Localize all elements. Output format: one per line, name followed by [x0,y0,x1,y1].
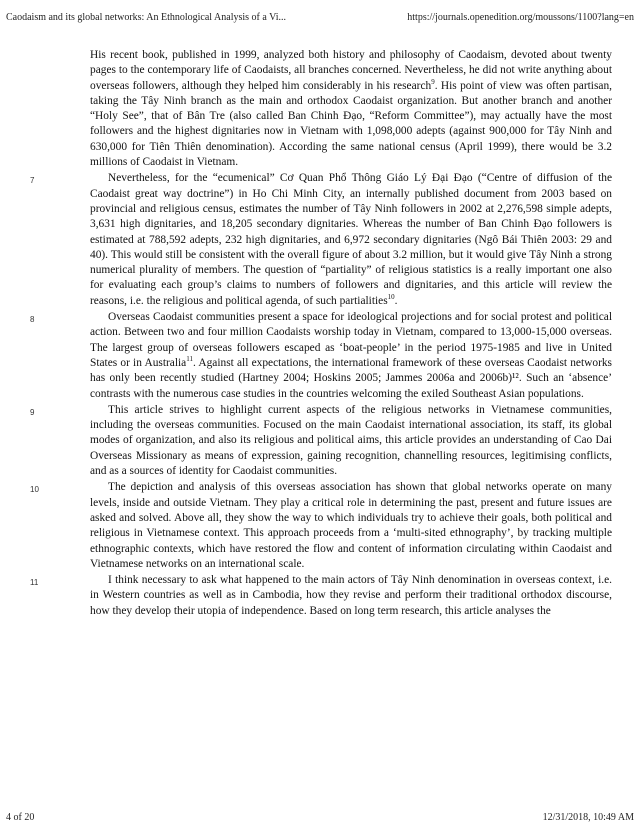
paragraph-tail: . [394,294,398,307]
paragraph-number: 11 [30,578,39,588]
paragraph-number: 7 [30,176,35,186]
footnote-ref[interactable]: 9 [431,77,435,86]
document-url[interactable]: https://journals.openedition.org/moussons/1100?lang=en [407,12,634,23]
paragraph-text: Overseas Caodaist communities present a space for ideological projections and for social protest and political action. Between two and four million Caodaists worship today in Vietnam, compared to 13,000-15,000 overseas. The largest group of overseas followers escaped as ‘boat-people’ in the period 1975-1985 and live in United States or in Australia [90,311,612,369]
paragraph-text: His recent book, published in 1999, analyzed both history and philosophy of Caodaism, devoted about twenty pages to the contemporary life of Caodaists, all branches concerned. Nevertheless, he did not write anything about overseas followers, although they helped him considerably in his research [90,49,612,92]
page-footer [6,812,634,823]
paragraph-continued [90,48,612,170]
paragraph-text: Nevertheless, for the “ecumenical” Cơ Quan Phổ Thông Giáo Lý Đại Đạo (“Centre of diffusion of the Caodaist great way doctrine”) in Ho Chi Minh City, an internally published document from 2003 based on provincial and religious census, estimates the number of Tây Ninh followers in 2002 at 2,276,598 simple adepts, 3,631 high dignitaries, and 18,205 secondary dignitaries. Whereas the number of Ban Chinh Đạo followers is estimated at 788,592 adepts, 232 high dignitaries, and 6,972 secondary dignitaries (Ngô Bái Thiên 2003: 29 and 40). This would still be consistent with the overall figure of about 3.2 million, but it would give Tây Ninh a strong numerical plurality of members. The question of “partiality” of religious statistics is a really important one also for evaluating each group’s claims to numbers of followers and dignitaries, and this article will review the reasons, i.e. the religious and political agenda, of such partialities [90,172,612,307]
paragraph-number: 10 [30,485,39,495]
paragraph-text: This article strives to highlight current aspects of the religious networks in Vietnamese communities, including the overseas communities. Focused on the main Caodaist international association, its staff, its global modes of organization, and also its religious and political aims, this article provides an understanding of Cao Dai Overseas Missionary as means of expression, gaining recognition, channelling resources, legitimising conflicts, and as a sources of identity for Caodaist communities. [90,403,612,478]
paragraph-8 [30,310,612,402]
document-title: Caodaism and its global networks: An Ethnological Analysis of a Vi... [6,12,287,23]
paragraph-tail: . His point of view was often partisan, taking the Tây Ninh branch as the main and orthodox Caodaist organization. But another branch and another “Holy See”, that of Bân Tre (also called Ban Chinh Đạo, “Reform Committee”), may actually have the most followers and the highest dignitaries now in Vietnam with 1,098,000 adepts (against 900,000 for Tây Ninh and 630,000 for Tiên Thiên denomination). According the same national census (April 1999), there would be 3.2 millions of Caodaist in Vietnam. [90,79,612,169]
paragraph-tail: . Against all expectations, the international framework of these overseas Caodaist networks has only been recently studied (Hartney 2004; Hoskins 2005; Jammes 2006a and 2006b)¹². Such an ‘absence’ contrasts with the numerous case studies in the countries welcoming the exiled Southeast Asian populations. [90,356,612,400]
footnote-ref[interactable]: 10 [387,292,395,301]
page-count: 4 of 20 [6,812,35,823]
print-datetime: 12/31/2018, 10:49 AM [542,812,634,823]
paragraph-11 [30,573,612,619]
paragraph-10 [30,480,612,572]
paragraph-number: 9 [30,407,35,417]
article-body [30,48,612,620]
paragraph-text: I think necessary to ask what happened to the main actors of Tây Ninh denomination in overseas context, i.e. in Western countries as well as in Cambodia, how they revise and perform their traditional orthodox discourse, how they develop their utopia of independence. Based on long term research, this article analyses the [90,574,612,617]
paragraph-number: 8 [30,315,35,325]
footnote-ref[interactable]: 11 [186,355,193,364]
paragraph-7 [30,171,612,309]
paragraph-9 [30,403,612,479]
page-header [6,12,634,23]
paragraph-text: The depiction and analysis of this overseas association has shown that global networks operate on many levels, inside and outside Vietnam. They play a critical role in determining the past, present and future issues are asked and solved. Above all, they show the way to which individuals try to achieve their goals, both political and religious in Vietnamese context. This approach proceeds from a ‘multi-sited ethnography’, by tracking multiple ethnographic contexts, which have restored the flow and content of information circulating within Caodaist and Vietnamese networks on an international scale. [90,481,612,570]
